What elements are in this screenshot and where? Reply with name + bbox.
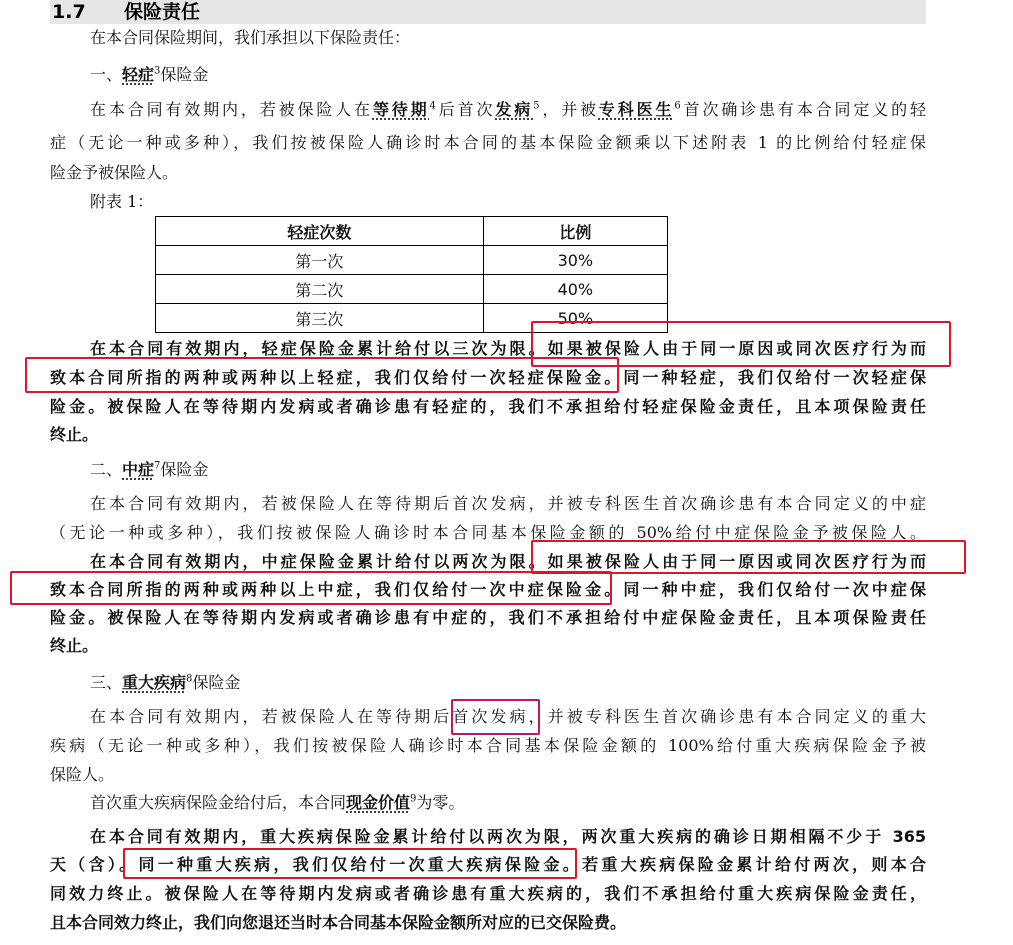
- section2-para-line: 在本合同有效期内，若被保险人在等待期后首次发病，并被专科医生首次确诊患有本合同定义的中症: [90, 494, 926, 513]
- table-cell: 第二次: [156, 275, 484, 304]
- highlight-box: [123, 848, 577, 879]
- text-run: 首次重大疾病保险金给付后，本合同: [90, 793, 347, 812]
- mild-illness-ratio-table: [155, 216, 668, 333]
- table-cell: 40%: [483, 275, 667, 304]
- section3-bold-line: 同效力终止。被保险人在等待期内发病或者确诊患有重大疾病的，我们不承担给付重大疾病保险金责任，: [50, 884, 926, 903]
- table-cell: 第三次: [156, 304, 484, 333]
- text-run: 在本合同有效期内，若被保险人在等待期后: [90, 707, 453, 726]
- section3-suffix: 保险金: [192, 673, 241, 692]
- table-cell: 50%: [483, 304, 667, 333]
- defined-term: 专科医生: [598, 100, 675, 119]
- section3-cash-value-line: [90, 793, 926, 813]
- text-run: 首次确诊患有本合同定义的轻: [680, 100, 926, 119]
- section3-prefix: 三、: [90, 673, 123, 692]
- section1-para-line: 症（无论一种或多种），我们按被保险人确诊时本合同的基本保险金额乘以下述附表 1 的比例给付轻症保: [50, 133, 926, 152]
- defined-term: 发病: [495, 100, 534, 119]
- section3-bold-line: 天（含）。同一种重大疾病，我们仅给付一次重大疾病保险金。若重大疾病保险金累计给付两次，则本合: [50, 855, 926, 874]
- footnote-ref: 9: [410, 793, 417, 805]
- footnote-ref: 5: [533, 100, 540, 112]
- table-header-row: [156, 217, 668, 246]
- table-row: [156, 246, 668, 275]
- footnote-ref: 6: [674, 100, 681, 112]
- table-header-cell: 比例: [483, 217, 667, 246]
- table-header-cell: 轻症次数: [156, 217, 484, 246]
- highlight-box: [25, 357, 619, 393]
- highlight-box: [531, 540, 966, 574]
- table-cell: 30%: [483, 246, 667, 275]
- table-caption: 附表 1：: [90, 192, 154, 211]
- section1-bold-line: 致本合同所指的两种或两种以上轻症，我们仅给付一次轻症保险金。同一种轻症，我们仅给付一次轻症保: [50, 368, 926, 387]
- section2-bold-line: 在本合同有效期内，中症保险金累计给付以两次为限。如果被保险人由于同一原因或同次医疗行为而: [90, 552, 926, 571]
- section2-bold-line: 险金。被保险人在等待期内发病或者确诊患有中症的，我们不承担给付中症保险金责任，且本项保险责任: [50, 608, 926, 627]
- section2-para-line: （无论一种或多种），我们按被保险人确诊时本合同基本保险金额的 50%给付中症保险金予被保险人。: [50, 523, 926, 542]
- section3-term: 重大疾病: [122, 673, 187, 692]
- intro-line: 在本合同保险期间，我们承担以下保险责任：: [90, 28, 411, 47]
- section1-prefix: 一、: [90, 65, 123, 84]
- text-run: 在本合同有效期内，若被保险人在: [90, 100, 373, 119]
- heading-title: 保险责任: [124, 1, 201, 23]
- section2-bold-line: 终止。: [50, 636, 99, 655]
- section3-bold-line: 在本合同有效期内，重大疾病保险金累计给付以两次为限，两次重大疾病的确诊日期相隔不少于 365: [90, 827, 926, 846]
- table-cell: 第一次: [156, 246, 484, 275]
- text-run: 后首次: [435, 100, 496, 119]
- section-heading: [50, 0, 926, 24]
- highlight-box: [451, 699, 540, 735]
- defined-term: 现金价值: [346, 793, 411, 812]
- text-run: 并被专科医生首次确诊患有本合同定义的重大: [547, 707, 926, 726]
- section2-title: [90, 460, 926, 480]
- section2-suffix: 保险金: [160, 460, 209, 479]
- footnote-ref: 8: [186, 673, 193, 685]
- section3-bold-line: 且本合同效力终止，我们向您退还当时本合同基本保险金额所对应的已交保险费。: [50, 913, 627, 932]
- text-run: 为零。: [416, 793, 465, 812]
- section1-bold-line: 险金。被保险人在等待期内发病或者确诊患有轻症的，我们不承担给付轻症保险金责任，且本项保险责任: [50, 397, 926, 416]
- first-onset-text: 首次发病，: [452, 707, 548, 726]
- section1-bold-line: 终止。: [50, 425, 99, 444]
- section3-title: [90, 673, 926, 693]
- footnote-ref: 3: [154, 65, 161, 77]
- table-row: [156, 275, 668, 304]
- text-run: ，并被: [539, 100, 599, 119]
- section1-bold-line: 在本合同有效期内，轻症保险金累计给付以三次为限。如果被保险人由于同一原因或同次医疗行为而: [90, 339, 926, 358]
- section1-para-line: 险金予被保险人。: [50, 163, 179, 182]
- highlight-box: [10, 571, 612, 605]
- section2-bold-line: 致本合同所指的两种或两种以上中症，我们仅给付一次中症保险金。同一种中症，我们仅给付一次中症保: [50, 580, 926, 599]
- heading-number: 1.7: [52, 1, 86, 23]
- section2-term: 中症: [122, 460, 155, 479]
- footnote-ref: 7: [154, 460, 161, 472]
- section1-title: [90, 65, 926, 85]
- defined-term: 等待期: [372, 100, 430, 119]
- section1-suffix: 保险金: [160, 65, 209, 84]
- section3-para-line: 保险人。: [50, 765, 115, 784]
- section2-prefix: 二、: [90, 460, 123, 479]
- section1-para-line: [90, 100, 926, 120]
- section3-para-line: 疾病（无论一种或多种），我们按被保险人确诊时本合同基本保险金额的 100%给付重大疾病保险金予被: [50, 736, 926, 755]
- section1-term: 轻症: [122, 65, 155, 84]
- footnote-ref: 4: [429, 100, 436, 112]
